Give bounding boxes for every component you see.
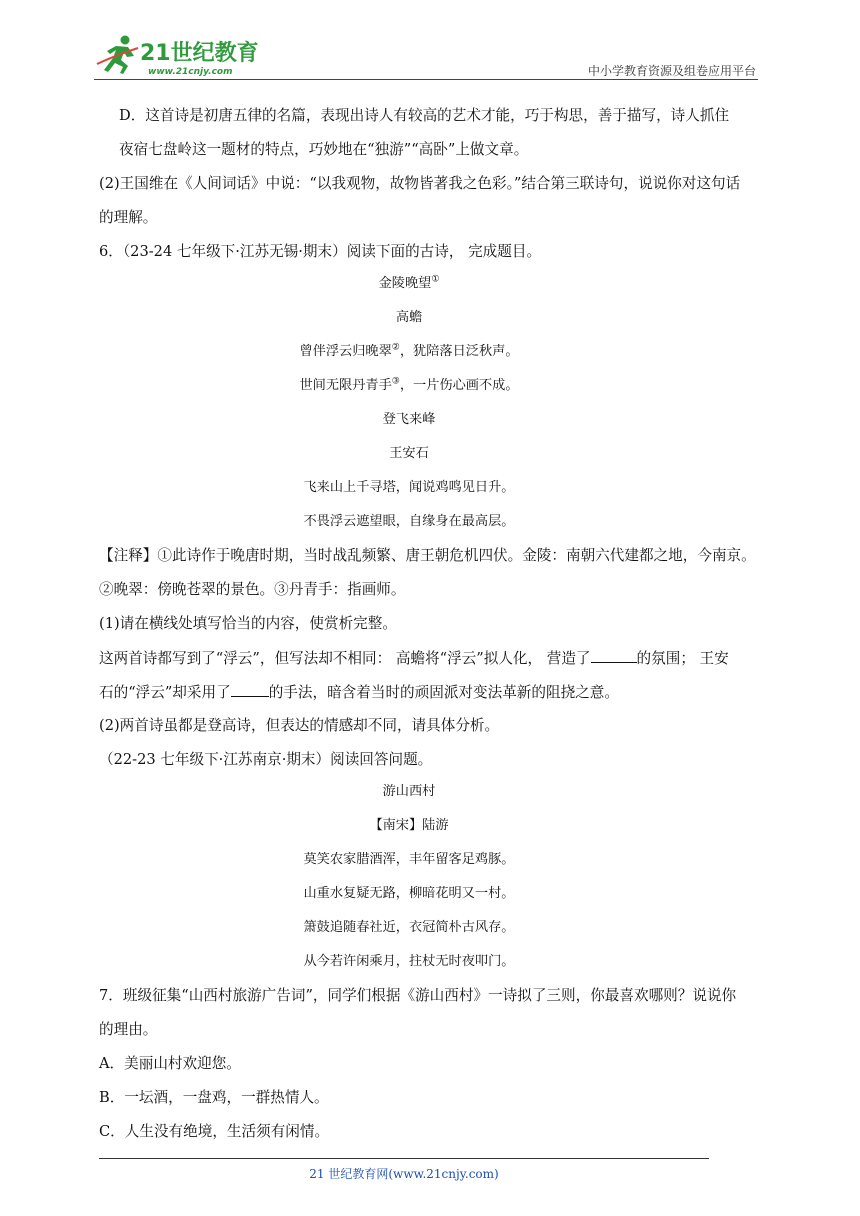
page-header	[0, 0, 860, 90]
poem1-line1-b: ，犹陪落日泛秋声。	[399, 344, 519, 359]
poem3-line2: 山重水复疑无路，柳暗花明又一村。	[303, 886, 515, 901]
poem1-title	[99, 274, 719, 294]
poem1-line2-b: ，一片伤心画不成。	[399, 378, 519, 393]
site-logo[interactable]	[94, 34, 264, 78]
q6-analysis-line2-a: 石的“浮云”却采用了	[99, 684, 231, 701]
q6-sub2: (2)两首诗虽都是登高诗，但表达的情感却不同，请具体分析。	[99, 717, 500, 734]
poem2-line1: 飞来山上千寻塔，闻说鸡鸣见日升。	[303, 480, 515, 495]
poem1-title-note: ①	[431, 274, 440, 285]
poem1-line1-a: 曾伴浮云归晚翠	[299, 344, 392, 359]
q7-option-c: C．人生没有绝境，生活须有闲情。	[99, 1123, 330, 1140]
q5-option-d-line2: 夜宿七盘岭这一题材的特点，巧妙地在“独游”“高卧”上做文章。	[119, 141, 529, 158]
q5-sub2-line2: 的理解。	[99, 209, 158, 226]
poem1-line2	[99, 376, 719, 396]
fill-blank-1[interactable]	[591, 648, 637, 663]
q6-sub1: (1)请在横线处填写恰当的内容，使赏析完整。	[99, 615, 397, 632]
q7-option-b: B．一坛酒，一盘鸡，一群热情人。	[99, 1089, 329, 1106]
q6-annotation-line1: 【注释】①此诗作于晚唐时期，当时战乱频繁、唐王朝危机四伏。金陵：南朝六代建都之地，今南京。	[99, 547, 756, 564]
q7-source: （22-23 七年级下·江苏南京·期末）阅读回答问题。	[99, 751, 433, 768]
svg-text:21世纪教育: 21世纪教育	[140, 41, 259, 66]
poem1-line1	[99, 342, 719, 362]
q6-analysis-line2	[99, 682, 619, 703]
poem3-line4: 从今若许闲乘月，拄杖无时夜叩门。	[303, 954, 515, 969]
q6-analysis-line1-b: 的氛围； 王安	[636, 650, 729, 667]
poem1-author: 高蟾	[395, 310, 423, 325]
poem2-line2: 不畏浮云遮望眼，自缘身在最高层。	[303, 514, 515, 529]
q5-option-d-line1: D．这首诗是初唐五律的名篇，表现出诗人有较高的艺术才能，巧于构思，善于描写，诗人抓住	[119, 107, 730, 124]
q7-stem-line1: 7．班级征集“山西村旅游广告词”，同学们根据《游山西村》一诗拟了三则，你最喜欢哪则？说说你	[99, 987, 737, 1004]
poem1-line2-note: ③	[391, 376, 400, 387]
platform-label: 中小学教育资源及组卷应用平台	[587, 64, 756, 78]
poem1-line2-a: 世间无限丹青手	[299, 378, 392, 393]
footer-link[interactable]: 21 世纪教育网(www.21cnjy.com)	[309, 1167, 499, 1181]
poem3-author: 【南宋】陆游	[369, 818, 449, 833]
footer-divider	[99, 1158, 709, 1159]
q6-analysis-line1-a: 这两首诗都写到了“浮云”，但写法却不相同： 高蟾将“浮云”拟人化， 营造了	[99, 650, 591, 667]
poem2-author: 王安石	[389, 446, 429, 461]
q6-analysis-line2-b: 的手法，暗含着当时的顽固派对变法革新的阻挠之意。	[268, 684, 619, 701]
poem3-line1: 莫笑农家腊酒浑，丰年留客足鸡豚。	[303, 852, 515, 867]
header-divider	[94, 79, 758, 80]
fill-blank-2[interactable]	[231, 682, 269, 697]
q6-analysis-line1	[99, 648, 729, 669]
q6-annotation-line2: ②晚翠：傍晚苍翠的景色。③丹青手：指画师。	[99, 581, 406, 598]
runner-logo-icon	[94, 34, 264, 78]
svg-text:www.21cnjy.com: www.21cnjy.com	[148, 67, 233, 77]
q6-stem: 6．（23-24 七年级下·江苏无锡·期末）阅读下面的古诗， 完成题目。	[99, 243, 542, 260]
q5-sub2-line1: (2)王国维在《人间词话》中说：“以我观物，故物皆著我之色彩。”结合第三联诗句，说说你对这句话	[99, 175, 741, 192]
q7-stem-line2: 的理由。	[99, 1021, 158, 1038]
poem1-line1-note: ②	[391, 342, 400, 353]
poem3-line3: 箫鼓追随春社近，衣冠简朴古风存。	[303, 920, 515, 935]
poem1-title-text: 金陵晚望	[378, 276, 432, 291]
poem3-title: 游山西村	[382, 784, 436, 799]
q7-option-a: A．美丽山村欢迎您。	[99, 1055, 241, 1072]
poem2-title: 登飞来峰	[382, 412, 436, 427]
